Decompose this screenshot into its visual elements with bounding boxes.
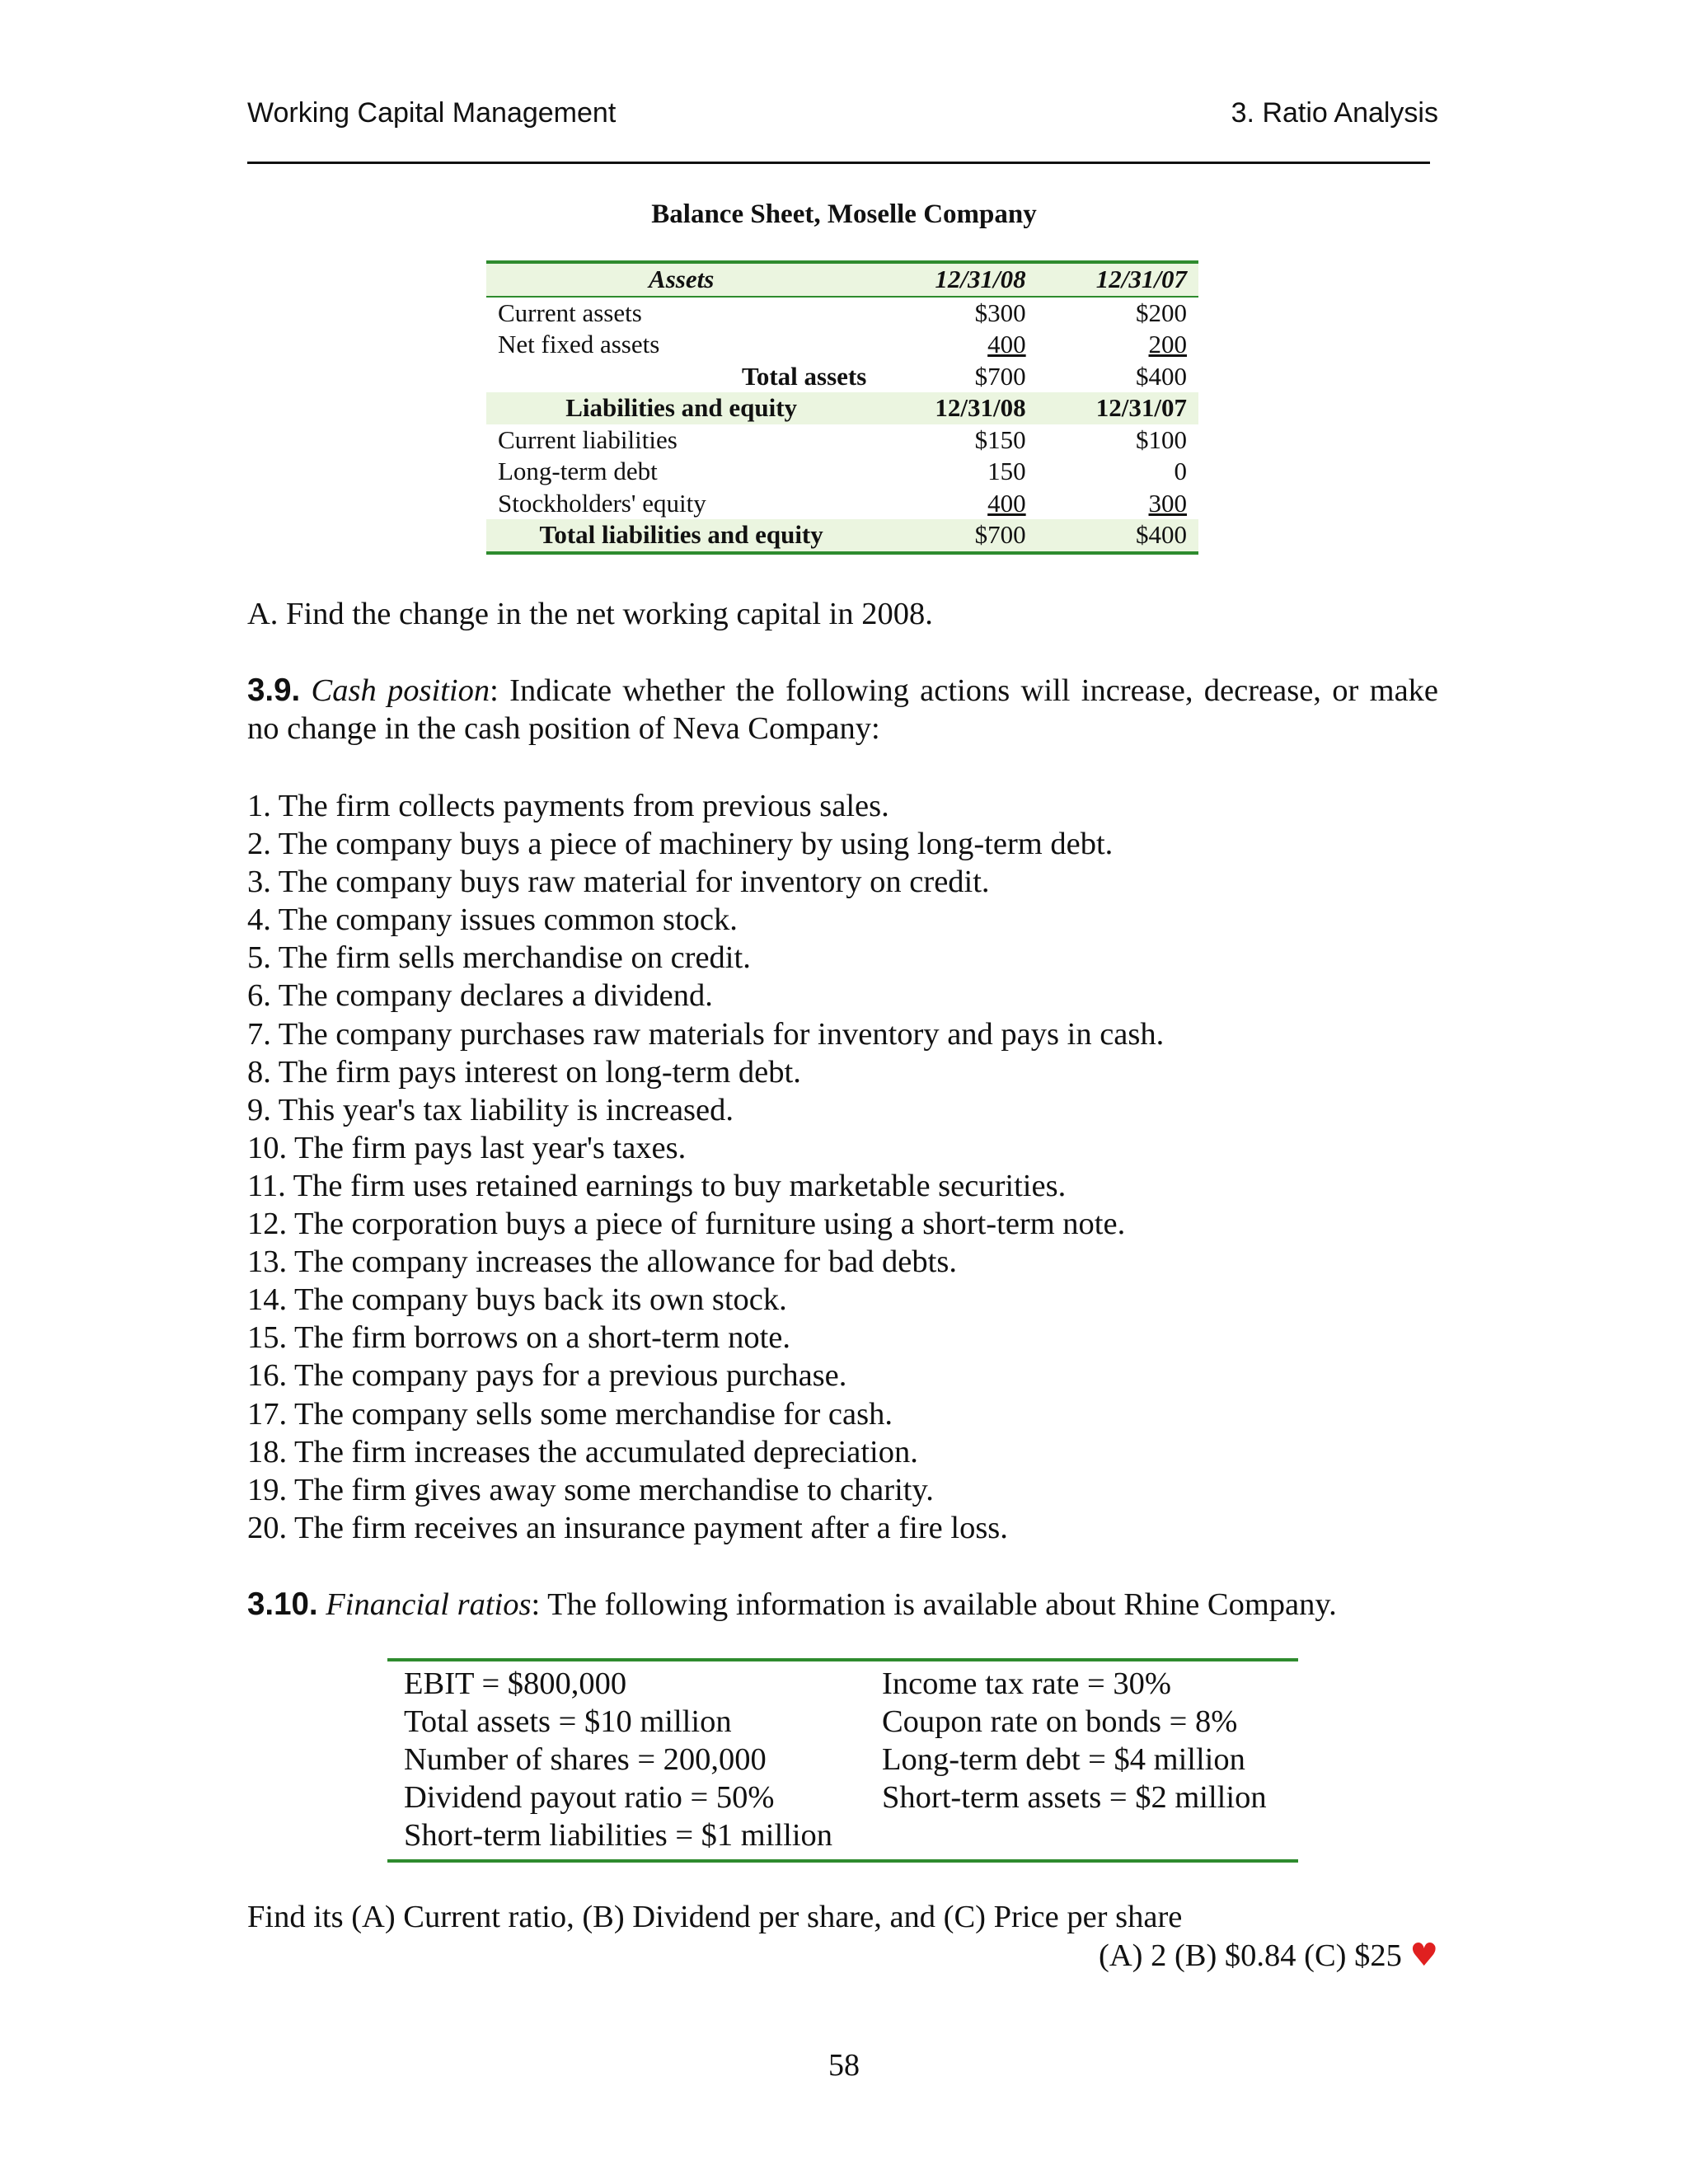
list-item: 18. The firm increases the accumulated depreciation.	[247, 1434, 918, 1469]
list-item: 4. The company issues common stock.	[247, 902, 738, 938]
total-assets-label: Total assets	[742, 361, 867, 391]
header-book-title: Working Capital Management	[247, 97, 617, 129]
action-list	[247, 787, 1164, 1547]
info-right-column	[882, 1665, 1267, 1816]
col-header-2007: 12/31/07	[1038, 262, 1198, 297]
balance-sheet-table	[486, 260, 1198, 555]
total-liabilities-row	[486, 519, 1198, 553]
assets-header: Assets	[486, 262, 876, 297]
list-item: 20. The firm receives an insurance payment after a fire loss.	[247, 1510, 1008, 1545]
list-item: 11. The firm uses retained earnings to buy marketable securities.	[247, 1168, 1067, 1203]
problem-topic: Financial ratios	[326, 1587, 532, 1622]
problem-text: : The following information is available about Rhine Company.	[531, 1587, 1337, 1622]
list-item: 16. The company pays for a previous purchase.	[247, 1358, 847, 1394]
list-item: 1. The firm collects payments from previous sales.	[247, 789, 889, 823]
table-row	[486, 297, 1198, 330]
table-row	[486, 456, 1198, 488]
list-item: 19. The firm gives away some merchandise to charity.	[247, 1472, 934, 1507]
liabilities-header: Liabilities and equity	[486, 392, 876, 424]
list-item: 2. The company buys a piece of machinery by using long-term debt.	[247, 827, 1114, 862]
header-chapter-title: 3. Ratio Analysis	[1231, 97, 1438, 129]
list-item: 7. The company purchases raw materials for inventory and pays in cash.	[247, 1016, 1165, 1052]
total-assets-row	[486, 361, 1198, 393]
total-assets-2008: $700	[974, 361, 1026, 391]
balance-sheet-title: Balance Sheet, Moselle Company	[651, 199, 1037, 229]
total-liabilities-2007: $400	[1038, 519, 1198, 553]
info-item: EBIT = $800,000	[404, 1666, 627, 1701]
problem-3-10-question: Find its (A) Current ratio, (B) Dividend per share, and (C) Price per share	[247, 1900, 1183, 1934]
list-item: 12. The corporation buys a piece of furniture using a short-term note.	[247, 1207, 1126, 1242]
info-item: Number of shares = 200,000	[404, 1742, 767, 1777]
header-rule	[247, 162, 1430, 164]
answer-text: (A) 2 (B) $0.84 (C) $25	[1099, 1938, 1402, 1973]
problem-number: 3.9.	[247, 673, 301, 708]
table-row	[486, 329, 1198, 361]
total-liabilities-label: Total liabilities and equity	[486, 519, 876, 553]
row-value-2007: $200	[1136, 298, 1187, 327]
problem-3-10-intro	[247, 1586, 1438, 1624]
list-item: 5. The firm sells merchandise on credit.	[247, 940, 751, 976]
problem-topic: Cash position	[311, 673, 490, 708]
row-value-2008: $300	[974, 298, 1026, 327]
rhine-info-table	[387, 1658, 1298, 1863]
list-item: 14. The company buys back its own stock.	[247, 1282, 787, 1318]
table-row	[486, 424, 1198, 457]
info-left-column	[404, 1665, 832, 1854]
row-label: Current liabilities	[498, 424, 678, 454]
list-item: 3. The company buys raw material for inventory on credit.	[247, 865, 990, 900]
page-number: 58	[828, 2048, 860, 2083]
list-item: 10. The firm pays last year's taxes.	[247, 1130, 687, 1165]
row-label: Net fixed assets	[498, 330, 660, 359]
row-value-2007: 300	[1148, 488, 1187, 518]
liabilities-header-row	[486, 392, 1198, 424]
info-item: Long-term debt = $4 million	[882, 1742, 1245, 1777]
row-label: Long-term debt	[498, 457, 658, 485]
col-header-2008: 12/31/08	[876, 262, 1037, 297]
list-item: 17. The company sells some merchandise for cash.	[247, 1396, 893, 1432]
info-item: Income tax rate = 30%	[882, 1666, 1171, 1701]
question-a: A. Find the change in the net working capital in 2008.	[247, 597, 933, 631]
list-item: 6. The company declares a dividend.	[247, 978, 713, 1014]
info-item: Total assets = $10 million	[404, 1704, 732, 1739]
table-row	[486, 488, 1198, 520]
total-liabilities-2008: $700	[876, 519, 1037, 553]
problem-text: : Indicate whether the following actions will increase, decrease, or make no change in the cash position of Neva Company:	[247, 673, 1439, 746]
row-value-2008: 400	[987, 488, 1026, 518]
row-value-2008: 150	[987, 457, 1026, 485]
info-item: Short-term assets = $2 million	[882, 1780, 1267, 1815]
list-item: 13. The company increases the allowance for bad debts.	[247, 1244, 957, 1280]
row-value-2008: 400	[987, 330, 1026, 359]
info-item: Coupon rate on bonds = 8%	[882, 1704, 1238, 1739]
answer-line	[247, 1937, 1438, 1975]
row-value-2008: $150	[974, 424, 1026, 454]
total-assets-2007: $400	[1136, 361, 1187, 391]
problem-number: 3.10.	[247, 1586, 318, 1622]
row-value-2007: $100	[1136, 424, 1187, 454]
assets-header-row	[486, 262, 1198, 297]
problem-3-9-intro	[247, 672, 1438, 748]
col-header-2007: 12/31/07	[1038, 392, 1198, 424]
row-label: Stockholders' equity	[498, 488, 706, 518]
info-item: Short-term liabilities = $1 million	[404, 1818, 833, 1853]
info-item: Dividend payout ratio = 50%	[404, 1780, 775, 1815]
list-item: 9. This year's tax liability is increased.	[247, 1092, 734, 1127]
row-value-2007: 200	[1148, 330, 1187, 359]
col-header-2008: 12/31/08	[876, 392, 1037, 424]
list-item: 8. The firm pays interest on long-term debt.	[247, 1054, 801, 1090]
heart-icon: ♥	[1409, 1937, 1438, 1974]
row-label: Current assets	[498, 298, 642, 327]
list-item: 15. The firm borrows on a short-term note.	[247, 1320, 790, 1356]
row-value-2007: 0	[1174, 457, 1187, 485]
